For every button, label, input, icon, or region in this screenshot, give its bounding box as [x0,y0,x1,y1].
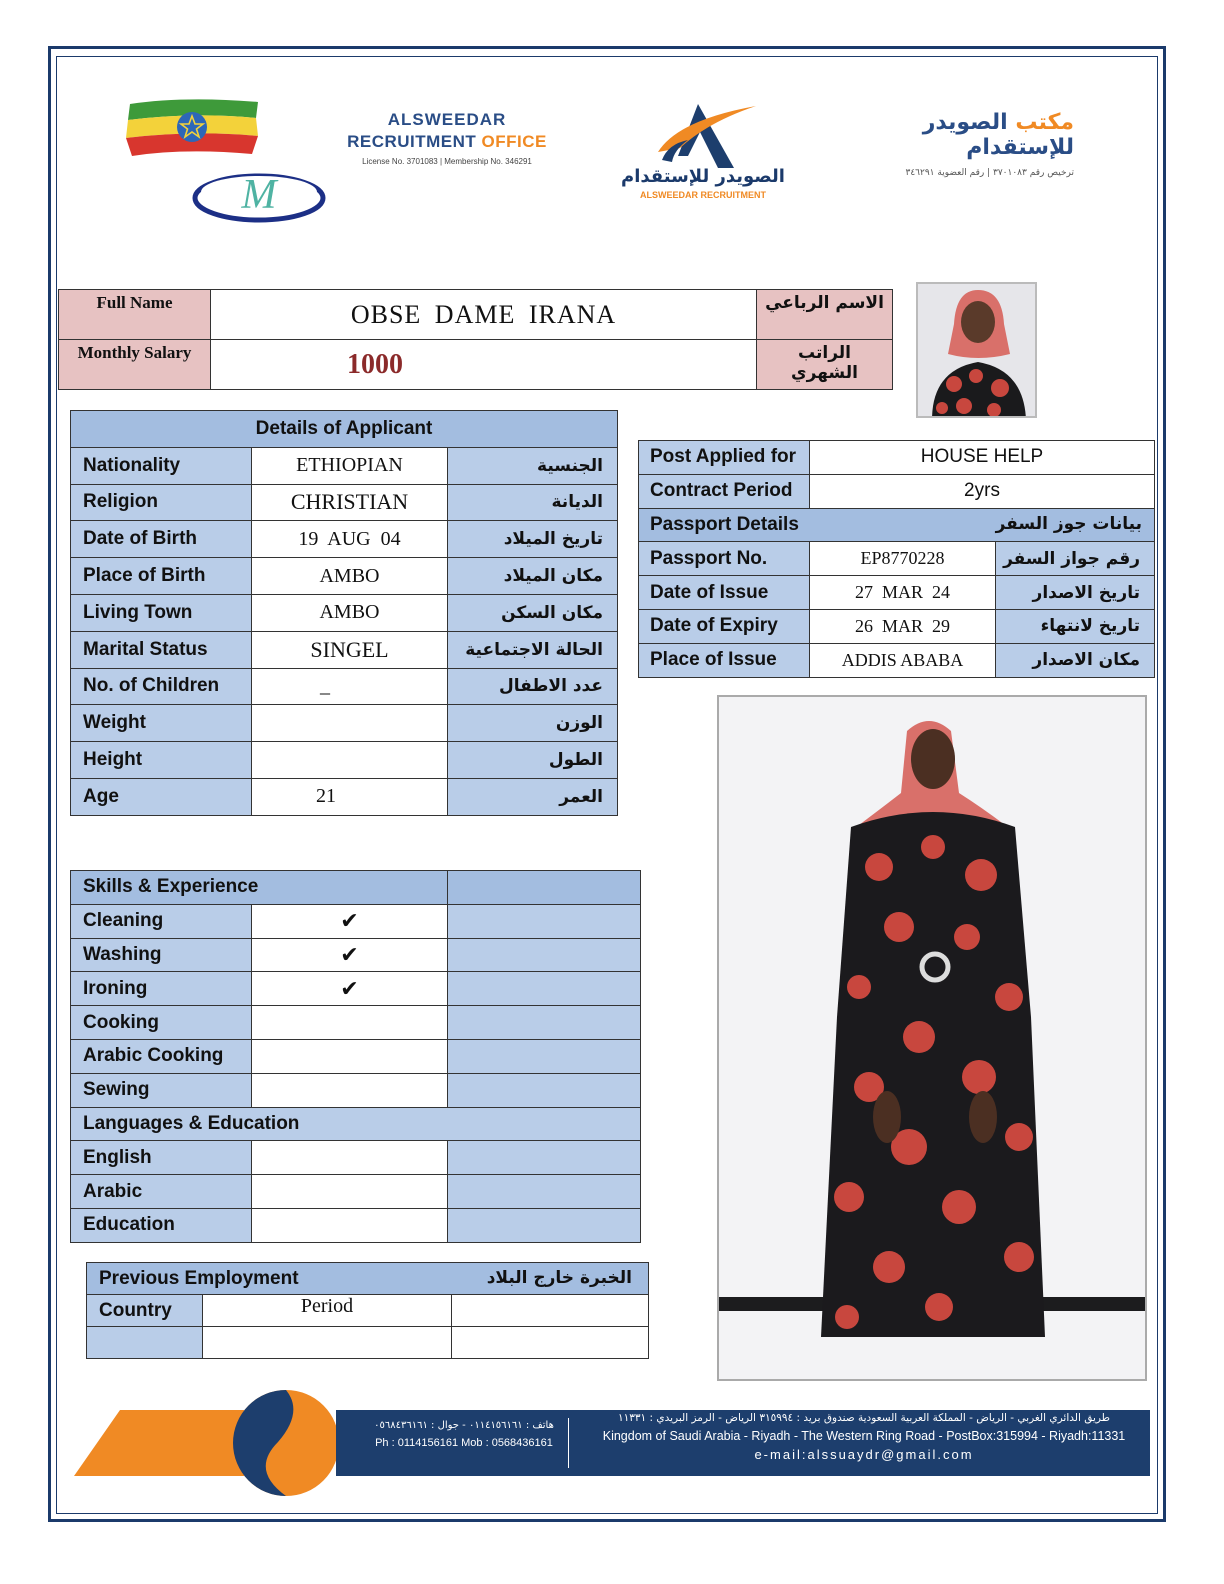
language-label: English [71,1141,252,1175]
office-logo-line1: ALSWEEDAR [387,110,507,129]
identity-table [58,289,893,390]
office-logo-english [334,110,560,166]
table-row [639,643,1155,677]
office-license-line: License No. 3701083 | Membership No. 346291 [362,157,532,166]
full-name-label: Full Name [59,290,211,340]
language-extra [448,1141,641,1175]
row-arabic-label: عدد الاطفال [448,668,618,705]
row-label: Marital Status [71,631,252,668]
previous-employment-title: Previous Employment [99,1267,299,1289]
row-value: AMBO [252,558,448,595]
row-label: Place of Issue [639,643,810,677]
row-arabic-label: مكان السكن [448,594,618,631]
row-value: 27 MAR 24 [810,576,996,610]
office-logo-arabic [824,110,1074,178]
row-label: No. of Children [71,668,252,705]
skill-label: Ironing [71,972,252,1006]
table-row [71,1107,641,1141]
row-label: Date of Birth [71,521,252,558]
post-value: HOUSE HELP [810,441,1155,475]
footer-email[interactable]: e-mail:alssuaydr@gmail.com [754,1447,974,1462]
applicant-photo-full [717,695,1147,1381]
row-arabic-label: رقم جواز السفر [996,542,1155,576]
table-row [71,972,641,1006]
table-row [71,1175,641,1209]
skill-extra [448,1073,641,1107]
full-name-value: OBSE DAME IRANA [211,290,757,340]
contract-value: 2yrs [810,474,1155,508]
table-row [639,542,1155,576]
language-value [252,1175,448,1209]
post-label: Post Applied for [639,441,810,475]
row-arabic-label: الوزن [448,705,618,742]
table-row [87,1263,649,1295]
a-letter-icon [648,100,758,170]
row-arabic-label: الحالة الاجتماعية [448,631,618,668]
skill-check: ✔ [252,904,448,938]
footer-logo-icon [74,1390,374,1496]
skills-header-blank [448,871,641,905]
footer-divider [568,1418,569,1468]
row-label: Religion [71,484,252,521]
table-row [71,594,618,631]
skills-title: Skills & Experience [71,871,448,905]
row-value: 21 [252,778,448,815]
ethiopia-flag-icon [124,98,262,156]
skill-check [252,1039,448,1073]
office-logo-arabic-title: مكتب الصويدر للإستقدام [922,110,1074,160]
table-row [639,609,1155,643]
row-arabic-label: تاريخ لانتهاء [996,609,1155,643]
m-logo-icon [192,170,326,224]
row-value: CHRISTIAN [252,484,448,521]
footer-phone [364,1420,564,1449]
row-label: Date of Issue [639,576,810,610]
language-label: Education [71,1208,252,1242]
m-logo-letter: M [241,172,277,218]
row-arabic-label: الجنسية [448,447,618,484]
footer-address-arabic: طريق الدائري الغربي - الرياض - المملكة العربية السعودية صندوق بريد : ٣١٥٩٩٤ الرياض - الرمز البريدي : ١١٣٣١ [617,1412,1111,1424]
skill-extra [448,1006,641,1040]
previous-employment-extra [452,1327,649,1359]
table-row [639,576,1155,610]
skill-extra [448,904,641,938]
table-row [639,508,1155,542]
table-row [87,1327,649,1359]
row-value: ADDIS ABABA [810,643,996,677]
row-label: Place of Birth [71,558,252,595]
row-arabic-label: مكان الميلاد [448,558,618,595]
footer-address [578,1412,1150,1462]
table-row [71,1141,641,1175]
row-label: Weight [71,705,252,742]
table-row [71,938,641,972]
row-arabic-label: تاريخ الميلاد [448,521,618,558]
table-row [71,668,618,705]
passport-header-arabic: بيانات جوز السفر [995,513,1142,534]
skill-label: Arabic Cooking [71,1039,252,1073]
row-label: Passport No. [639,542,810,576]
footer-phone-arabic: هاتف : ٠١١٤١٥٦١٦١ - جوال : ٠٥٦٨٤٣٦١٦١ [374,1420,554,1431]
table-row [71,558,618,595]
footer-address-english: Kingdom of Saudi Arabia - Riyadh - The Western Ring Road - PostBox:315994 - Riyadh:11331 [602,1429,1126,1443]
table-row [71,1208,641,1242]
skill-extra [448,938,641,972]
skill-extra [448,972,641,1006]
skill-label: Washing [71,938,252,972]
a-logo-english: ALSWEEDAR RECRUITMENT [640,190,766,200]
office-logo-line2: RECRUITMENT OFFICE [347,132,547,151]
applicant-details-table [70,410,618,816]
table-row [71,705,618,742]
previous-employment-arabic: الخبرة خارج البلاد [486,1267,632,1288]
table-row [639,441,1155,475]
row-value: ETHIOPIAN [252,447,448,484]
passport-header [639,508,1155,542]
row-value [252,742,448,779]
previous-employment-header [87,1263,649,1295]
row-arabic-label: الطول [448,742,618,779]
skill-label: Sewing [71,1073,252,1107]
footer [74,1390,1150,1496]
skill-extra [448,1039,641,1073]
period-value [203,1327,452,1359]
skill-label: Cleaning [71,904,252,938]
table-row [71,484,618,521]
table-row [71,631,618,668]
row-arabic-label: الديانة [448,484,618,521]
table-row [71,871,641,905]
row-value: 19 AUG 04 [252,521,448,558]
row-value: EP8770228 [810,542,996,576]
language-extra [448,1175,641,1209]
row-value: _ [252,668,448,705]
passport-header-english: Passport Details [650,513,799,535]
table-row [71,742,618,779]
row-value [252,705,448,742]
row-arabic-label: مكان الاصدار [996,643,1155,677]
row-label: Height [71,742,252,779]
table-row [71,521,618,558]
salary-arabic-label: الراتب الشهري [757,340,893,390]
table-row [71,904,641,938]
language-extra [448,1208,641,1242]
row-value: SINGEL [252,631,448,668]
row-value: AMBO [252,594,448,631]
skills-table [70,870,641,1243]
language-label: Arabic [71,1175,252,1209]
details-title: Details of Applicant [71,411,618,448]
row-arabic-label: تاريخ الاصدار [996,576,1155,610]
skill-check [252,1006,448,1040]
applicant-photo-small [916,282,1037,418]
full-name-arabic-label: الاسم الرباعي [757,290,893,340]
a-logo-arabic: الصويدر للإستقدام [621,166,785,187]
country-value [87,1327,203,1359]
languages-title: Languages & Education [71,1107,641,1141]
salary-value: 1000 [211,340,757,390]
language-value [252,1208,448,1242]
table-row [87,1295,649,1327]
language-value [252,1141,448,1175]
office-logo-arabic-sub: ترخيص رقم ٣٧٠١٠٨٣ | رقم العضوية ٣٤٦٢٩١ [905,168,1074,178]
skill-label: Cooking [71,1006,252,1040]
period-label: Period [203,1295,452,1327]
table-row [71,778,618,815]
alsweedar-a-logo [612,100,794,220]
skill-check: ✔ [252,972,448,1006]
passport-table [638,440,1155,678]
previous-employment-blank [452,1295,649,1327]
skill-check [252,1073,448,1107]
table-row [71,1073,641,1107]
row-label: Nationality [71,447,252,484]
table-row [71,1006,641,1040]
skill-check: ✔ [252,938,448,972]
contract-label: Contract Period [639,474,810,508]
row-label: Date of Expiry [639,609,810,643]
country-label: Country [87,1295,203,1327]
table-row [71,447,618,484]
row-value: 26 MAR 29 [810,609,996,643]
salary-label: Monthly Salary [59,340,211,390]
table-row [639,474,1155,508]
footer-phone-english: Ph : 0114156161 Mob : 0568436161 [375,1437,553,1449]
row-arabic-label: العمر [448,778,618,815]
row-label: Living Town [71,594,252,631]
table-row [71,1039,641,1073]
previous-employment-table [86,1262,649,1359]
row-label: Age [71,778,252,815]
